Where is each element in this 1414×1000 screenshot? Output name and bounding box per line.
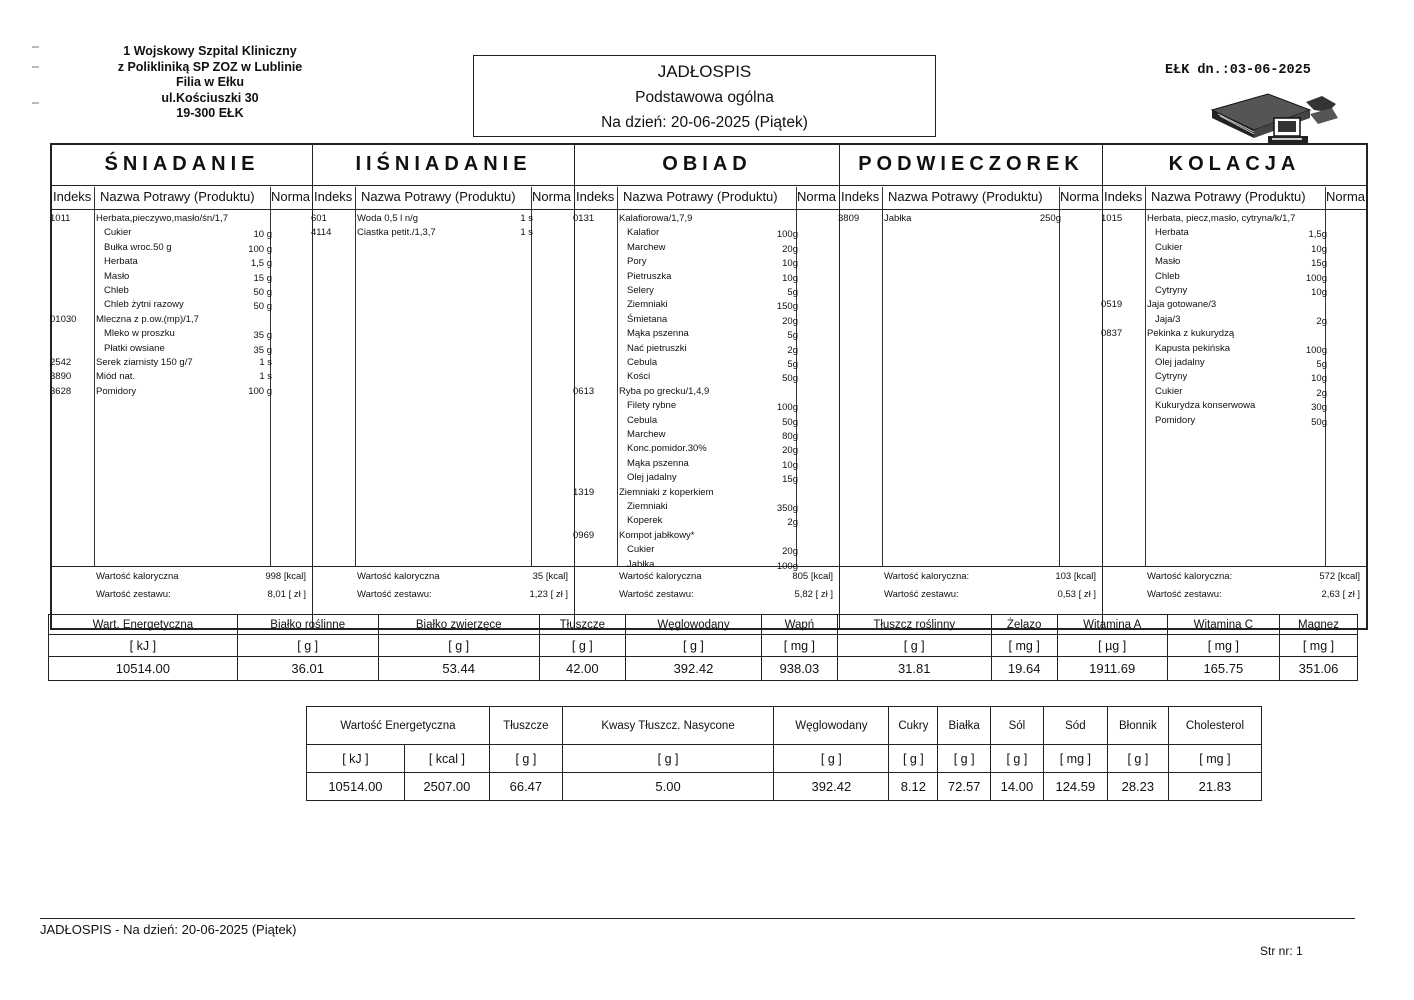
table-rule	[52, 209, 312, 210]
ingredient-name: Ziemniaki	[627, 299, 668, 311]
nutrient-header: Wapń	[762, 615, 838, 635]
ingredient-name: Olej jadalny	[627, 472, 677, 484]
ingredient-name: Bułka wroc.50 g	[104, 241, 172, 253]
column-header-name: Nazwa Potrawy (Produktu)	[623, 189, 778, 204]
meal-title: PODWIECZOREK	[858, 153, 1084, 175]
norm-value: 30g	[1311, 402, 1327, 414]
column-header-name: Nazwa Potrawy (Produktu)	[1151, 189, 1306, 204]
nutrient-unit: [ g ]	[562, 745, 773, 773]
meal-title: OBIAD	[662, 153, 752, 175]
nutrient-header: Białko zwierzęce	[378, 615, 539, 635]
table-rule	[1103, 209, 1366, 210]
column-rule	[1145, 187, 1146, 566]
norm-value: 5g	[787, 287, 798, 298]
nutrient-value: 392.42	[625, 657, 761, 681]
norm-value: 5g	[787, 359, 798, 370]
calorie-label: Wartość kaloryczna	[96, 571, 179, 582]
norm-value: 10g	[1311, 373, 1327, 385]
column-header-norm: Norma	[532, 189, 572, 204]
product-index: 0613	[573, 385, 595, 397]
nutrient-unit: [ g ]	[938, 745, 991, 773]
dish-name: Ciastka petit./1,3,7	[357, 227, 436, 239]
column-rule	[1059, 187, 1060, 566]
dish-name: Pekinka z kukurydzą	[1147, 328, 1235, 340]
hospital-line: 19-300 EŁK	[176, 106, 244, 120]
nutrient-header: Witamina A	[1057, 615, 1167, 635]
nutrient-value: 10514.00	[307, 773, 405, 801]
dish-name: Ziemniaki z koperkiem	[619, 486, 714, 498]
meal-column-5	[1102, 143, 1368, 630]
column-header-norm: Norma	[271, 189, 311, 204]
table-rule	[1103, 143, 1366, 145]
nutrient-unit: [ g ]	[489, 745, 562, 773]
hospital-line: ul.Kościuszki 30	[161, 90, 259, 105]
nutrient-header: Żelazo	[991, 615, 1057, 635]
ingredient-name: Płatki owsiane	[104, 342, 165, 354]
norm-value: 100 g	[248, 243, 272, 255]
table-rule	[313, 209, 574, 210]
calorie-label: Wartość kaloryczna:	[884, 571, 970, 582]
norm-value: 50g	[1311, 416, 1327, 428]
norm-value: 1 s	[259, 371, 272, 383]
nutrient-unit: [ µg ]	[1057, 635, 1167, 657]
nutrient-header: Wartość Energetyczna	[307, 707, 490, 745]
ingredient-name: Masło	[1155, 256, 1181, 268]
nutrient-header: Węglowodany	[625, 615, 761, 635]
nutrient-value: 28.23	[1107, 773, 1168, 801]
nutrient-unit: [ g ]	[539, 635, 625, 657]
column-header-index: Indeks	[1104, 189, 1143, 204]
norm-value: 100g	[776, 560, 798, 572]
dish-name: Mleczna z p.ow.(mp)/1,7	[96, 313, 199, 325]
norm-value: 10g	[1311, 287, 1327, 298]
table-rule	[575, 143, 839, 145]
table-rule	[1103, 566, 1366, 567]
ingredient-name: Cukier	[627, 544, 655, 556]
nutrient-header: Kwasy Tłuszcz. Nasycone	[562, 707, 773, 745]
dish-name: Kompot jabłkowy*	[619, 529, 695, 541]
nutrient-header: Tłuszcze	[539, 615, 625, 635]
nutrient-unit: [ mg ]	[1280, 635, 1358, 657]
norm-value: 50 g	[253, 301, 272, 313]
column-rule	[531, 187, 532, 566]
meal-title: KOLACJA	[1168, 153, 1301, 175]
calorie-value: 998 [kcal]	[265, 571, 306, 582]
nutrient-header: Błonnik	[1107, 707, 1168, 745]
column-rule	[617, 187, 618, 566]
nutrient-header: Wart. Energetyczna	[49, 615, 238, 635]
nutrient-unit: [ mg ]	[1167, 635, 1279, 657]
product-index: 0131	[573, 213, 595, 224]
nutrient-header: Tłuszcz roślinny	[837, 615, 991, 635]
ingredient-name: Cukier	[1155, 241, 1183, 253]
product-index: 1011	[50, 213, 71, 224]
table-rule	[840, 209, 1102, 210]
column-header-name: Nazwa Potrawy (Produktu)	[888, 189, 1043, 204]
ingredient-name: Selery	[627, 285, 654, 296]
norm-value: 100 g	[248, 385, 272, 397]
ingredient-name: Kapusta pekińska	[1155, 342, 1230, 354]
nutrient-value: 72.57	[938, 773, 991, 801]
norm-value: 50g	[782, 373, 798, 385]
product-index: 01030	[50, 313, 77, 325]
column-header-name: Nazwa Potrawy (Produktu)	[361, 189, 516, 204]
nutrient-unit: [ g ]	[378, 635, 539, 657]
ingredient-name: Koperek	[627, 515, 663, 527]
column-header-norm: Norma	[1060, 189, 1100, 204]
nutrient-unit: [ g ]	[837, 635, 991, 657]
norm-value: 2g	[787, 344, 798, 356]
nutrient-value: 124.59	[1043, 773, 1107, 801]
calorie-value: 572 [kcal]	[1319, 571, 1360, 582]
norm-value: 1 s	[520, 213, 533, 224]
title-box	[473, 55, 936, 137]
calorie-label: Wartość kaloryczna:	[1147, 571, 1233, 582]
ingredient-name: Olej jadalny	[1155, 357, 1205, 368]
ingredient-name: Nać pietruszki	[627, 342, 687, 354]
table-rule	[840, 185, 1102, 186]
norm-value: 250g	[1039, 213, 1061, 224]
product-index: 0969	[573, 529, 595, 541]
column-header-index: Indeks	[576, 189, 615, 204]
table-rule	[52, 185, 312, 186]
table-rule	[575, 209, 839, 210]
column-header-norm: Norma	[797, 189, 837, 204]
nutrient-unit: [ g ]	[625, 635, 761, 657]
norm-value: 10 g	[253, 229, 272, 241]
ingredient-name: Chleb	[104, 285, 129, 296]
nutrient-header: Cukry	[889, 707, 938, 745]
nutrient-value: 31.81	[837, 657, 991, 681]
nutrient-unit: [ g ]	[1107, 745, 1168, 773]
nutrient-unit: [ g ]	[774, 745, 889, 773]
column-header-index: Indeks	[314, 189, 353, 204]
cost-value: 1,23 [ zł ]	[529, 589, 568, 600]
nutrient-value: 1911.69	[1057, 657, 1167, 681]
nutrient-header: Sód	[1043, 707, 1107, 745]
meal-column-1	[50, 143, 312, 630]
dish-name: Herbata,pieczywo,masło/śn/1,7	[96, 213, 229, 224]
meal-column-2	[312, 143, 574, 630]
norm-value: 1,5g	[1308, 229, 1327, 241]
column-header-index: Indeks	[53, 189, 92, 204]
ingredient-name: Konc.pomidor.30%	[627, 443, 707, 455]
table-rule	[840, 566, 1102, 567]
nutrient-unit: [ g ]	[889, 745, 938, 773]
product-index: 1319	[573, 486, 595, 498]
product-index: 3628	[50, 385, 72, 397]
nutrient-value: 10514.00	[49, 657, 238, 681]
nutrient-header: Magnez	[1280, 615, 1358, 635]
norm-value: 50g	[782, 416, 798, 428]
footer-divider	[40, 918, 1355, 919]
ingredient-name: Herbata	[1155, 227, 1189, 239]
document-title: JADŁOSPIS	[657, 62, 752, 81]
product-index: 2542	[50, 357, 72, 368]
meal-title: ŚNIADANIE	[104, 153, 260, 175]
ingredient-name: Chleb żytni razowy	[104, 299, 184, 311]
norm-value: 100g	[776, 229, 798, 241]
norm-value: 20g	[782, 546, 798, 558]
ingredient-name: Cukier	[1155, 385, 1183, 397]
norm-value: 20g	[782, 243, 798, 255]
ingredient-name: Mleko w proszku	[104, 328, 175, 340]
ingredient-name: Jaja/3	[1155, 313, 1181, 325]
dish-name: Pomidory	[96, 385, 137, 397]
nutrient-unit: [ kJ ]	[49, 635, 238, 657]
cost-label: Wartość zestawu:	[96, 589, 171, 600]
ingredient-name: Cukier	[104, 227, 132, 239]
norm-value: 35 g	[253, 330, 272, 342]
ingredient-name: Cytryny	[1155, 371, 1188, 383]
nutrient-value: 21.83	[1168, 773, 1261, 801]
norm-value: 10g	[782, 459, 798, 471]
norm-value: 35 g	[253, 344, 272, 356]
cost-label: Wartość zestawu:	[619, 589, 694, 600]
norm-value: 5g	[787, 330, 798, 342]
dish-name: Jaja gotowane/3	[1147, 299, 1217, 311]
norm-value: 15 g	[253, 272, 272, 284]
nutrient-value: 938.03	[762, 657, 838, 681]
norm-value: 5g	[1316, 359, 1327, 370]
nutrient-value: 165.75	[1167, 657, 1279, 681]
dish-name: Serek ziarnisty 150 g/7	[96, 357, 193, 368]
nutrient-value: 66.47	[489, 773, 562, 801]
nutrient-value: 8.12	[889, 773, 938, 801]
product-index: 601	[311, 213, 327, 224]
table-rule	[840, 143, 1102, 145]
product-index: 1015	[1101, 213, 1123, 224]
column-header-name: Nazwa Potrawy (Produktu)	[100, 189, 255, 204]
scan-mark	[32, 46, 39, 48]
column-rule	[94, 187, 95, 566]
column-header-norm: Norma	[1326, 189, 1366, 204]
dish-name: Miód nat.	[96, 371, 136, 383]
nutrition-summary-table	[48, 614, 1358, 681]
meal-plan-table	[50, 143, 1368, 630]
cost-value: 2,63 [ zł ]	[1321, 589, 1360, 600]
nutrient-header: Sól	[991, 707, 1044, 745]
calorie-label: Wartość kaloryczna	[619, 571, 702, 582]
nutrient-header: Witamina C	[1167, 615, 1279, 635]
product-index: 4114	[311, 227, 332, 239]
nutrient-header: Węglowodany	[774, 707, 889, 745]
norm-value: 20g	[782, 315, 798, 327]
table-rule	[313, 185, 574, 186]
column-header-index: Indeks	[841, 189, 880, 204]
cost-value: 0,53 [ zł ]	[1057, 589, 1096, 600]
ingredient-name: Śmietana	[627, 313, 668, 325]
hospital-line: 1 Wojskowy Szpital Kliniczny	[123, 44, 297, 58]
nutrient-unit: [ kJ ]	[307, 745, 405, 773]
nutrient-header: Cholesterol	[1168, 707, 1261, 745]
table-rule	[52, 143, 312, 145]
nutrient-unit: [ mg ]	[1168, 745, 1261, 773]
nutrient-value: 5.00	[562, 773, 773, 801]
ingredient-name: Kalafior	[627, 227, 660, 239]
norm-value: 10g	[1311, 243, 1327, 255]
calorie-value: 35 [kcal]	[532, 571, 568, 582]
cost-value: 8,01 [ zł ]	[267, 589, 306, 600]
nutrient-value: 36.01	[237, 657, 378, 681]
ingredient-name: Kości	[627, 371, 651, 383]
ingredient-name: Pietruszka	[627, 270, 672, 282]
footer-title: JADŁOSPIS - Na dzień: 20-06-2025 (Piątek)	[40, 922, 297, 937]
nutrition-label-table	[306, 706, 1262, 801]
nutrient-unit: [ g ]	[991, 745, 1044, 773]
norm-value: 2g	[787, 517, 798, 529]
nutrient-unit: [ g ]	[237, 635, 378, 657]
table-rule	[575, 566, 839, 567]
table-rule	[52, 566, 312, 567]
meal-column-4	[839, 143, 1102, 630]
ingredient-name: Mąka pszenna	[627, 328, 689, 340]
table-rule	[313, 143, 574, 145]
product-index: 0519	[1101, 299, 1123, 311]
nutrient-unit: [ mg ]	[991, 635, 1057, 657]
hospital-line: z Polikliniką SP ZOZ w Lublinie	[117, 59, 303, 74]
norm-value: 50 g	[253, 287, 272, 298]
hospital-address	[60, 44, 360, 122]
norm-value: 80g	[782, 431, 798, 442]
product-index: 3809	[838, 213, 860, 224]
table-rule	[575, 185, 839, 186]
calorie-value: 103 [kcal]	[1055, 571, 1096, 582]
norm-value: 20g	[782, 445, 798, 457]
scan-mark	[32, 102, 39, 104]
norm-value: 150g	[776, 301, 798, 313]
norm-value: 100g	[1305, 344, 1327, 356]
meal-column-3	[574, 143, 839, 630]
ingredient-name: Ziemniaki	[627, 501, 668, 512]
ingredient-name: Kukurydza konserwowa	[1155, 400, 1256, 412]
nutrient-header: Białka	[938, 707, 991, 745]
ingredient-name: Mąka pszenna	[627, 457, 689, 469]
ingredient-name: Cytryny	[1155, 285, 1188, 296]
dish-name: Jabłka	[884, 213, 912, 224]
ingredient-name: Chleb	[1155, 270, 1180, 282]
norm-value: 2g	[1316, 387, 1327, 399]
ingredient-name: Masło	[104, 270, 130, 282]
norm-value: 2g	[1316, 315, 1327, 327]
nutrient-header: Białko roślinne	[237, 615, 378, 635]
hospital-line: Filia w Ełku	[175, 75, 245, 89]
cost-label: Wartość zestawu:	[357, 589, 432, 600]
ingredient-name: Marchew	[627, 429, 666, 440]
norm-value: 10g	[782, 258, 798, 270]
nutrient-unit: [ mg ]	[1043, 745, 1107, 773]
ingredient-name: Filety rybne	[627, 400, 677, 412]
norm-value: 10g	[782, 272, 798, 284]
cost-label: Wartość zestawu:	[884, 589, 959, 600]
ingredient-name: Cebula	[627, 414, 658, 426]
product-index: 0837	[1101, 328, 1123, 340]
calorie-value: 805 [kcal]	[792, 571, 833, 582]
column-rule	[355, 187, 356, 566]
calorie-label: Wartość kaloryczna	[357, 571, 440, 582]
nutrient-value: 14.00	[991, 773, 1044, 801]
table-rule	[1103, 185, 1366, 186]
nutrient-unit: [ kcal ]	[404, 745, 489, 773]
book-computer-icon	[1210, 88, 1340, 150]
column-rule	[882, 187, 883, 566]
ingredient-name: Marchew	[627, 241, 666, 253]
ingredient-name: Pomidory	[1155, 414, 1196, 426]
page-number: Str nr: 1	[1260, 944, 1303, 958]
issue-date: EŁK dn.:03-06-2025	[1165, 63, 1311, 78]
ingredient-name: Cebula	[627, 357, 658, 368]
nutrient-value: 19.64	[991, 657, 1057, 681]
nutrient-unit: [ mg ]	[762, 635, 838, 657]
ingredient-name: Herbata	[104, 256, 138, 268]
norm-value: 15g	[782, 474, 798, 486]
dish-name: Kalafiorowa/1,7,9	[619, 213, 693, 224]
menu-date: Na dzień: 20-06-2025 (Piątek)	[601, 114, 808, 131]
nutrient-value: 53.44	[378, 657, 539, 681]
norm-value: 1,5 g	[250, 258, 272, 270]
nutrient-value: 392.42	[774, 773, 889, 801]
ingredient-name: Jabłka	[627, 558, 655, 570]
dish-name: Woda 0,5 l n/g	[357, 213, 419, 224]
nutrient-value: 351.06	[1280, 657, 1358, 681]
dish-name: Ryba po grecku/1,4,9	[619, 385, 710, 397]
norm-value: 350g	[776, 503, 798, 514]
nutrient-value: 42.00	[539, 657, 625, 681]
norm-value: 100g	[776, 402, 798, 414]
scan-mark	[32, 66, 39, 68]
table-rule	[313, 566, 574, 567]
nutrient-value: 2507.00	[404, 773, 489, 801]
cost-value: 5,82 [ zł ]	[794, 589, 833, 600]
norm-value: 1 s	[520, 227, 533, 239]
product-index: 3890	[50, 371, 72, 383]
ingredient-name: Pory	[627, 256, 647, 268]
nutrient-header: Tłuszcze	[489, 707, 562, 745]
norm-value: 1 s	[259, 357, 272, 368]
norm-value: 100g	[1305, 272, 1327, 284]
meal-title: IIŚNIADANIE	[355, 153, 532, 175]
norm-value: 15g	[1311, 258, 1327, 270]
dish-name: Herbata, piecz,masło, cytryna/k/1,7	[1147, 213, 1296, 224]
cost-label: Wartość zestawu:	[1147, 589, 1222, 600]
diet-name: Podstawowa ogólna	[635, 89, 774, 106]
